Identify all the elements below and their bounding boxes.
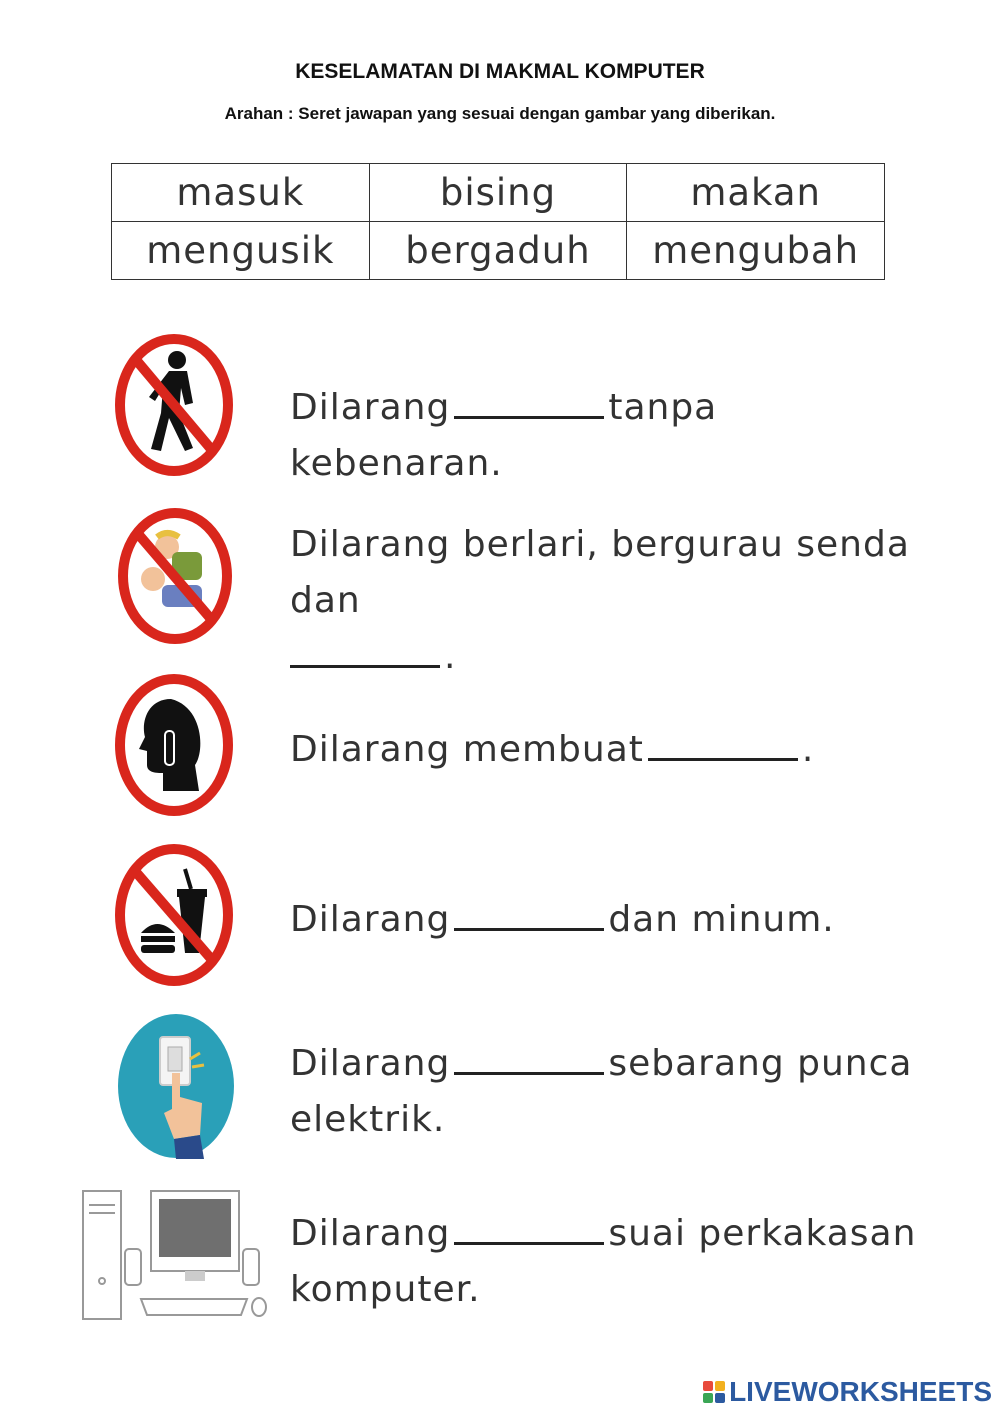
word-bank-table	[111, 163, 885, 280]
answer-blank[interactable]	[290, 635, 440, 668]
word-option[interactable]: bergaduh	[369, 222, 627, 280]
no-entry-walking-person-icon	[113, 333, 235, 482]
word-option[interactable]: mengusik	[112, 222, 370, 280]
answer-blank[interactable]	[454, 1042, 604, 1075]
sentence-after: .	[444, 636, 457, 677]
sentence-before: Dilarang	[290, 1043, 451, 1084]
no-noise-silence-icon	[113, 673, 235, 822]
sentence-before: Dilarang membuat	[290, 729, 644, 770]
instruction-text: Arahan : Seret jawapan yang sesuai dengan gambar yang diberikan.	[224, 104, 776, 123]
answer-blank[interactable]	[454, 1212, 604, 1245]
brand-squares-icon	[703, 1381, 725, 1403]
sentence-before: Dilarang	[290, 1213, 451, 1254]
question-6-sentence	[290, 1206, 940, 1318]
question-5-sentence	[290, 1036, 940, 1148]
word-option[interactable]: mengubah	[627, 222, 885, 280]
answer-blank[interactable]	[454, 386, 604, 419]
sentence-before: Dilarang berlari, bergurau senda dan	[290, 524, 910, 621]
sentence-after: tanpa kebenaran.	[290, 387, 718, 484]
question-3-sentence	[290, 722, 940, 778]
sentence-after: .	[801, 729, 815, 770]
question-4-sentence	[290, 892, 940, 948]
sentence-after: dan minum.	[608, 899, 835, 940]
sentence-after: suai perkakasan komputer.	[290, 1213, 917, 1310]
no-food-drink-icon	[113, 843, 235, 992]
sentence-before: Dilarang	[290, 899, 451, 940]
word-bank-row	[112, 222, 885, 280]
question-2-sentence	[290, 517, 940, 685]
word-option[interactable]: bising	[369, 164, 627, 222]
word-bank-row	[112, 164, 885, 222]
question-1-sentence	[290, 380, 940, 492]
page-title: KESELAMATAN DI MAKMAL KOMPUTER	[295, 60, 705, 83]
light-switch-finger-icon	[116, 1013, 236, 1163]
no-fighting-children-icon	[117, 507, 233, 649]
sentence-before: Dilarang	[290, 387, 451, 428]
answer-blank[interactable]	[648, 728, 798, 761]
desktop-computer-icon	[81, 1189, 271, 1327]
sentence-after: sebarang punca elektrik.	[290, 1043, 913, 1140]
word-option[interactable]: makan	[627, 164, 885, 222]
brand-name: LIVEWORKSHEETS	[729, 1376, 992, 1407]
answer-blank[interactable]	[454, 898, 604, 931]
liveworksheets-logo	[703, 1376, 992, 1408]
word-option[interactable]: masuk	[112, 164, 370, 222]
